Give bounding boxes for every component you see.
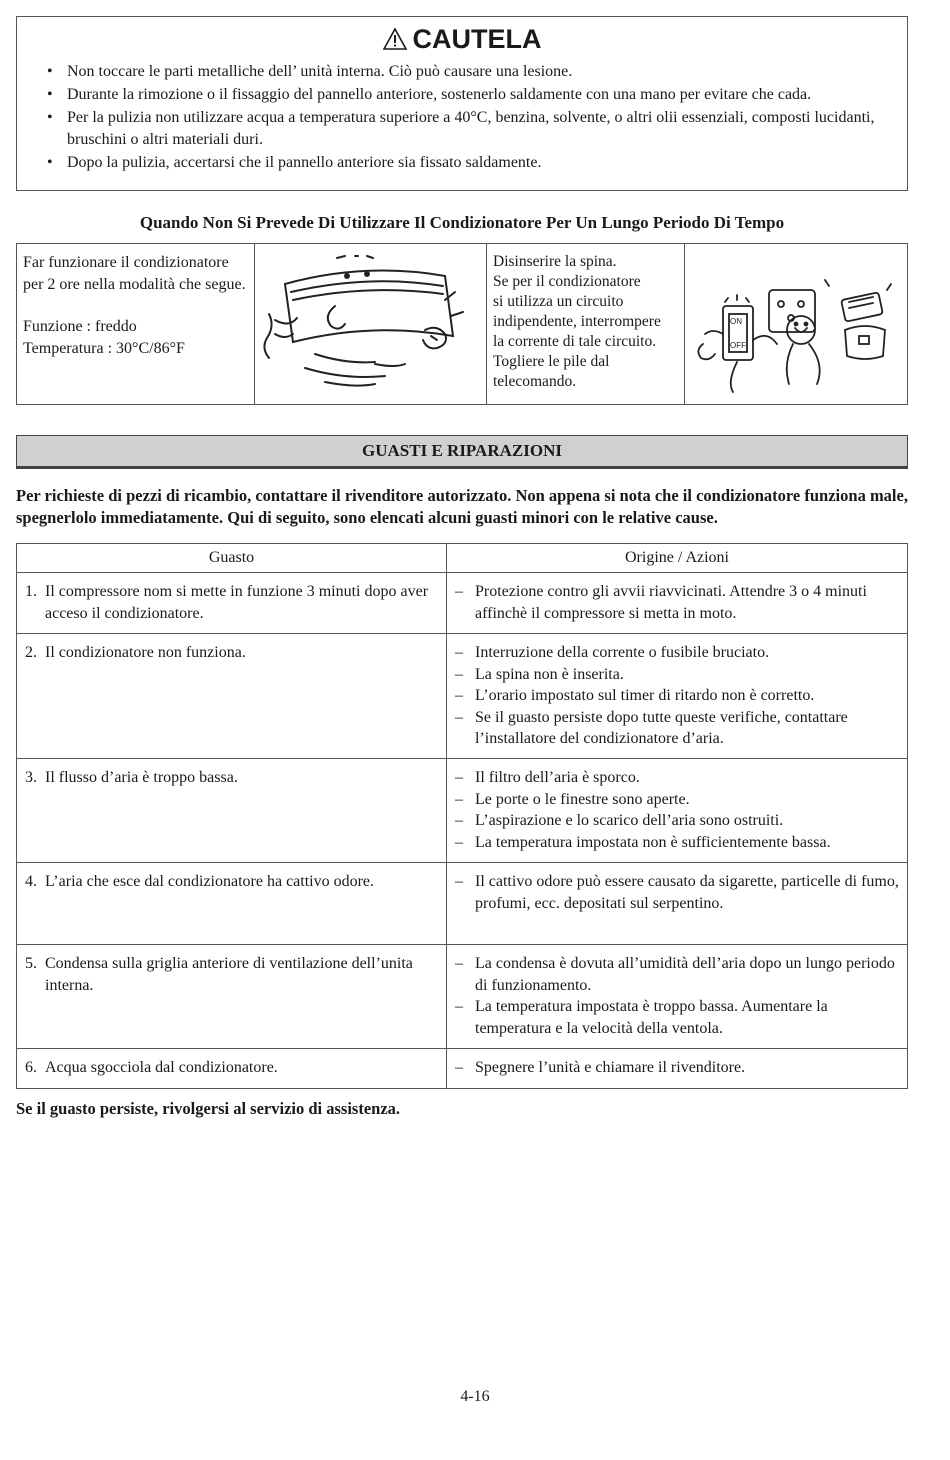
bullet-icon: • <box>47 86 53 103</box>
power-switch-and-remote-icon <box>685 244 901 404</box>
caution-item: • Durante la rimozione o il fissaggio del pannello anteriore, sostenerlo saldamente con una mano per evitare che cada. <box>67 84 893 106</box>
fault-cell: 2. Il condizionatore non funziona. <box>17 634 447 759</box>
table-row <box>17 863 908 945</box>
table-row <box>17 759 908 863</box>
caution-box <box>16 16 908 191</box>
fault-cell: 6. Acqua sgocciola dal condizionatore. <box>17 1049 447 1089</box>
air-conditioner-running-icon <box>255 244 485 404</box>
guasti-intro: Per richieste di pezzi di ricambio, contattare il rivenditore autorizzato. Non appena si nota che il condizionatore funziona male, spegnerlolo immediatamente. Qui di seguito, sono elencati alcuni guasti minori con le relative cause. <box>16 486 908 527</box>
action-cell: – Protezione contro gli avvii riavvicinati. Attendre 3 o 4 minuti affinchè il compressore si metta in moto. <box>447 573 908 634</box>
guasti-title: GUASTI E RIPARAZIONI <box>16 435 908 469</box>
switch-on-label: ON <box>730 317 742 326</box>
action-cell: – Interruzione della corrente o fusibile bruciato. – La spina non è inserita. – L’orario impostato sul timer di ritardo non è corretto. – Se il guasto persiste dopo tutte queste verifiche, contattare l’installatore del condizionatore d’aria. <box>447 634 908 759</box>
fault-cell: 5. Condensa sulla griglia anteriore di ventilazione dell’unita interna. <box>17 945 447 1049</box>
caution-item: • Dopo la pulizia, accertarsi che il pannello anteriore sia fissato saldamente. <box>67 152 893 174</box>
bullet-icon: • <box>47 63 53 80</box>
temperature-line: Temperatura : 30°C/86°F <box>23 340 185 357</box>
bullet-icon: • <box>47 109 53 126</box>
column-header-action: Origine / Azioni <box>447 544 908 573</box>
caution-title-text: CAUTELA <box>412 24 542 54</box>
fault-cell: 1. Il compressore nom si mette in funzione 3 minuti dopo aver acceso il condizionatore. <box>17 573 447 634</box>
long-period-box <box>16 243 908 405</box>
function-line: Funzione : freddo <box>23 318 137 335</box>
long-period-title: Quando Non Si Prevede Di Utilizzare Il Condizionatore Per Un Lungo Periodo Di Tempo <box>139 213 785 232</box>
bullet-icon: • <box>47 154 53 171</box>
caution-item: • Non toccare le parti metalliche dell’ unità interna. Ciò può causare una lesione. <box>67 61 893 83</box>
fault-cell: 4. L’aria che esce dal condizionatore ha cattivo odore. <box>17 863 447 945</box>
table-header-row <box>17 544 908 573</box>
page <box>16 16 908 1119</box>
air-conditioner-illustration <box>255 244 487 404</box>
fault-cell: 3. Il flusso d’aria è troppo bassa. <box>17 759 447 863</box>
table-row <box>17 1049 908 1089</box>
action-cell: – La condensa è dovuta all’umidità dell’aria dopo un lungo periodo di funzionamento. – La temperatura impostata è troppo bassa. Aumentare la temperatura e la velocità della ventola. <box>447 945 908 1049</box>
table-row <box>17 634 908 759</box>
caution-list <box>31 61 893 174</box>
final-note: Se il guasto persiste, rivolgersi al servizio di assistenza. <box>16 1099 401 1118</box>
unplug-illustration <box>685 244 907 404</box>
caution-item: • Per la pulizia non utilizzare acqua a temperatura superiore a 40°C, benzina, solvente, o altri olii essenziali, composti lucidanti, bruschini o altri materiali duri. <box>47 109 875 148</box>
action-cell: – Il filtro dell’aria è sporco. – Le porte o le finestre sono aperte. – L’aspirazione e lo scarico dell’aria sono ostruiti. – La temperatura impostata non è sufficientemente bassa. <box>447 759 908 863</box>
troubleshooting-table <box>16 543 908 1089</box>
table-row <box>17 945 908 1049</box>
column-header-fault: Guasto <box>17 544 447 573</box>
long-period-right-text: Disinserire la spina. Se per il condizionatore si utilizza un circuito indipendente, interrompere la corrente di tale circuito. Togliere le pile dal telecomando. <box>487 244 685 404</box>
warning-triangle-icon <box>383 28 407 50</box>
table-row <box>17 573 908 634</box>
page-number: 4-16 <box>460 1388 490 1405</box>
action-cell: – Spegnere l’unità e chiamare il rivenditore. <box>447 1049 908 1089</box>
action-cell: – Il cattivo odore può essere causato da sigarette, particelle di fumo, profumi, ecc. depositati sul serpentino. <box>447 863 908 945</box>
switch-off-label: OFF <box>730 341 746 350</box>
caution-title <box>31 23 893 55</box>
long-period-left-text: Far funzionare il condizionatore per 2 ore nella modalità che segue. Funzione : freddo Temperatura : 30°C/86°F <box>17 244 255 404</box>
